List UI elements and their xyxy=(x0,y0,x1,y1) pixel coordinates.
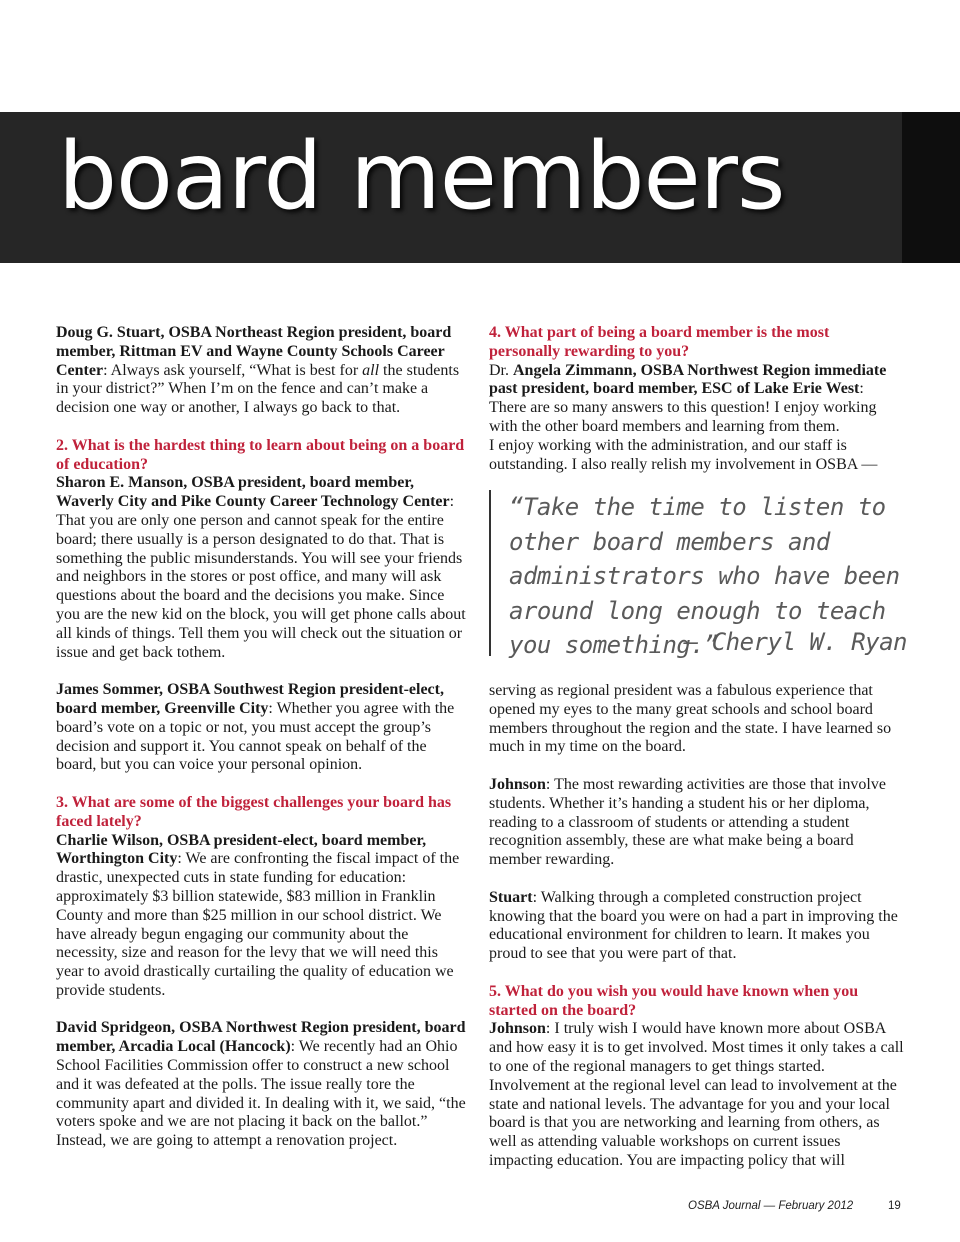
right-column-bottom xyxy=(489,682,904,1171)
left-column xyxy=(56,324,468,1151)
respondent-name: David Spridgeon, OSBA Northwest Region president, board member, Arcadia Local (Hancock) xyxy=(56,1019,466,1056)
answer-manson: Sharon E. Manson, OSBA president, board member, Waverly City and Pike County Career Technology Center: That you are only one person and cannot speak for the entire board; there usually is a person designated to do that. That is something the public misunderstands. You will see your friends and neighbors in the stores or post office, and many will ask questions about the board and the decisions you make. Since you are the new kid on the block, you will get phone calls about all kinds of things. Tell them you will check out the situation or issue and get back tothem. xyxy=(56,474,466,661)
answer-johnson: Johnson: The most rewarding activities are those that involve students. Whether it’s handing a student his or her diploma, reading to a classroom of students or attending a student recognition assembly, these are what make being a board member rewarding. xyxy=(489,775,886,869)
answer-zimmann-end: serving as regional president was a fabulous experience that opened my eyes to the many great schools and school board members throughout the region and the state. I have learned so much in my time on the board. xyxy=(489,682,892,756)
answer-sommer: James Sommer, OSBA Southwest Region president-elect, board member, Greenville City: Whether you agree with the board’s vote on a topic or not, you must accept the group’s decision and support it. You cannot speak on behalf of the board, but you can voice your personal opinion. xyxy=(56,681,455,774)
respondent-name: Johnson xyxy=(489,775,546,793)
respondent-name: Charlie Wilson, OSBA president-elect, board member, Worthington City xyxy=(56,831,427,868)
answer-johnson-q5: Johnson: I truly wish I would have known more about OSBA and how easy it is to get involved. Most times it only takes a call to one of the regional managers to get things started. Involvement at the regional level can lead to involvement at the state and national levels. The advantage for you and your local board is that you are networking and learning from others, as well as attending valuable workshops on current issues impacting education. You are impacting policy that will xyxy=(489,1020,904,1169)
answer-spridgeon: David Spridgeon, OSBA Northwest Region president, board member, Arcadia Local (Hancock): We recently had an Ohio School Facilities Commission offer to construct a new school and it was defeated at the polls. The issue really tore the community apart and divided it. In dealing with it, we said, “the voters spoke and we are not placing it back on the ballot.” Instead, we are going to attempt a renovation project. xyxy=(56,1019,466,1150)
answer-wilson: Charlie Wilson, OSBA president-elect, board member, Worthington City: We are confronting the fiscal impact of the drastic, unexpected cuts in state funding for education: approximately $3 billion statewide, $83 million in Franklin County and more than $25 million in our school district. We have already begun engaging our community about the necessity, size and reason for the levy that we will need this year to avoid drastically curtailing the quality of education we provide students. xyxy=(56,831,460,999)
respondent-name: Johnson xyxy=(489,1020,546,1038)
right-column-top xyxy=(489,324,904,474)
pull-quote-attribution: — Cheryl W. Ryan xyxy=(683,628,907,656)
question-2: 2. What is the hardest thing to learn about being on a board of education? xyxy=(56,436,465,473)
respondent-name: Sharon E. Manson, OSBA president, board member, Waverly City and Pike County Career Technology Center xyxy=(56,474,450,511)
answer-zimmann: Dr. Angela Zimmann, OSBA Northwest Region immediate past president, board member, ESC of Lake Erie West: There are so many answers to this question! I enjoy working with the other board members and learning from them. xyxy=(489,361,887,435)
respondent-name: Stuart xyxy=(489,888,533,906)
title-banner xyxy=(0,112,960,263)
respondent-name: Angela Zimmann, OSBA Northwest Region immediate past president, board member, ESC of Lake Erie West xyxy=(489,361,887,398)
page-title: board members xyxy=(58,122,785,230)
question-5: 5. What do you wish you would have known when you started on the board? xyxy=(489,982,859,1019)
answer-stuart: Stuart: Walking through a completed construction project knowing that the board you were on had a part in improving the educational environment for children to learn. It makes you proud to see that you were part of that. xyxy=(489,888,898,963)
answer-stuart-intro: Doug G. Stuart, OSBA Northeast Region president, board member, Rittman EV and Wayne County Schools Career Center: Always ask yourself, “What is best for all the students in your district?” When I’m on the fence and can’t make a decision one way or another, I always go back to that. xyxy=(56,324,460,417)
emphasis-text: all xyxy=(362,361,380,379)
footer-publication: OSBA Journal — February 2012 xyxy=(688,1200,854,1212)
question-3: 3. What are some of the biggest challenges your board has faced lately? xyxy=(56,793,452,830)
question-4: 4. What part of being a board member is the most personally rewarding to you? xyxy=(489,324,830,360)
pull-quote-text: “Take the time to listen to other board members and administrators who have been around long enough to teach you something.” xyxy=(509,493,900,659)
answer-zimmann-continued: I enjoy working with the administration, and our staff is outstanding. I also really relish my involvement in OSBA — xyxy=(489,436,878,473)
pull-quote xyxy=(489,490,913,659)
respondent-name: Doug G. Stuart, OSBA Northeast Region president, board member, Rittman EV and Wayne County Schools Career Center xyxy=(56,324,452,379)
banner-edge-accent xyxy=(902,112,960,263)
respondent-name: James Sommer, OSBA Southwest Region president-elect, board member, Greenville City xyxy=(56,681,444,717)
page-number: 19 xyxy=(888,1200,901,1212)
